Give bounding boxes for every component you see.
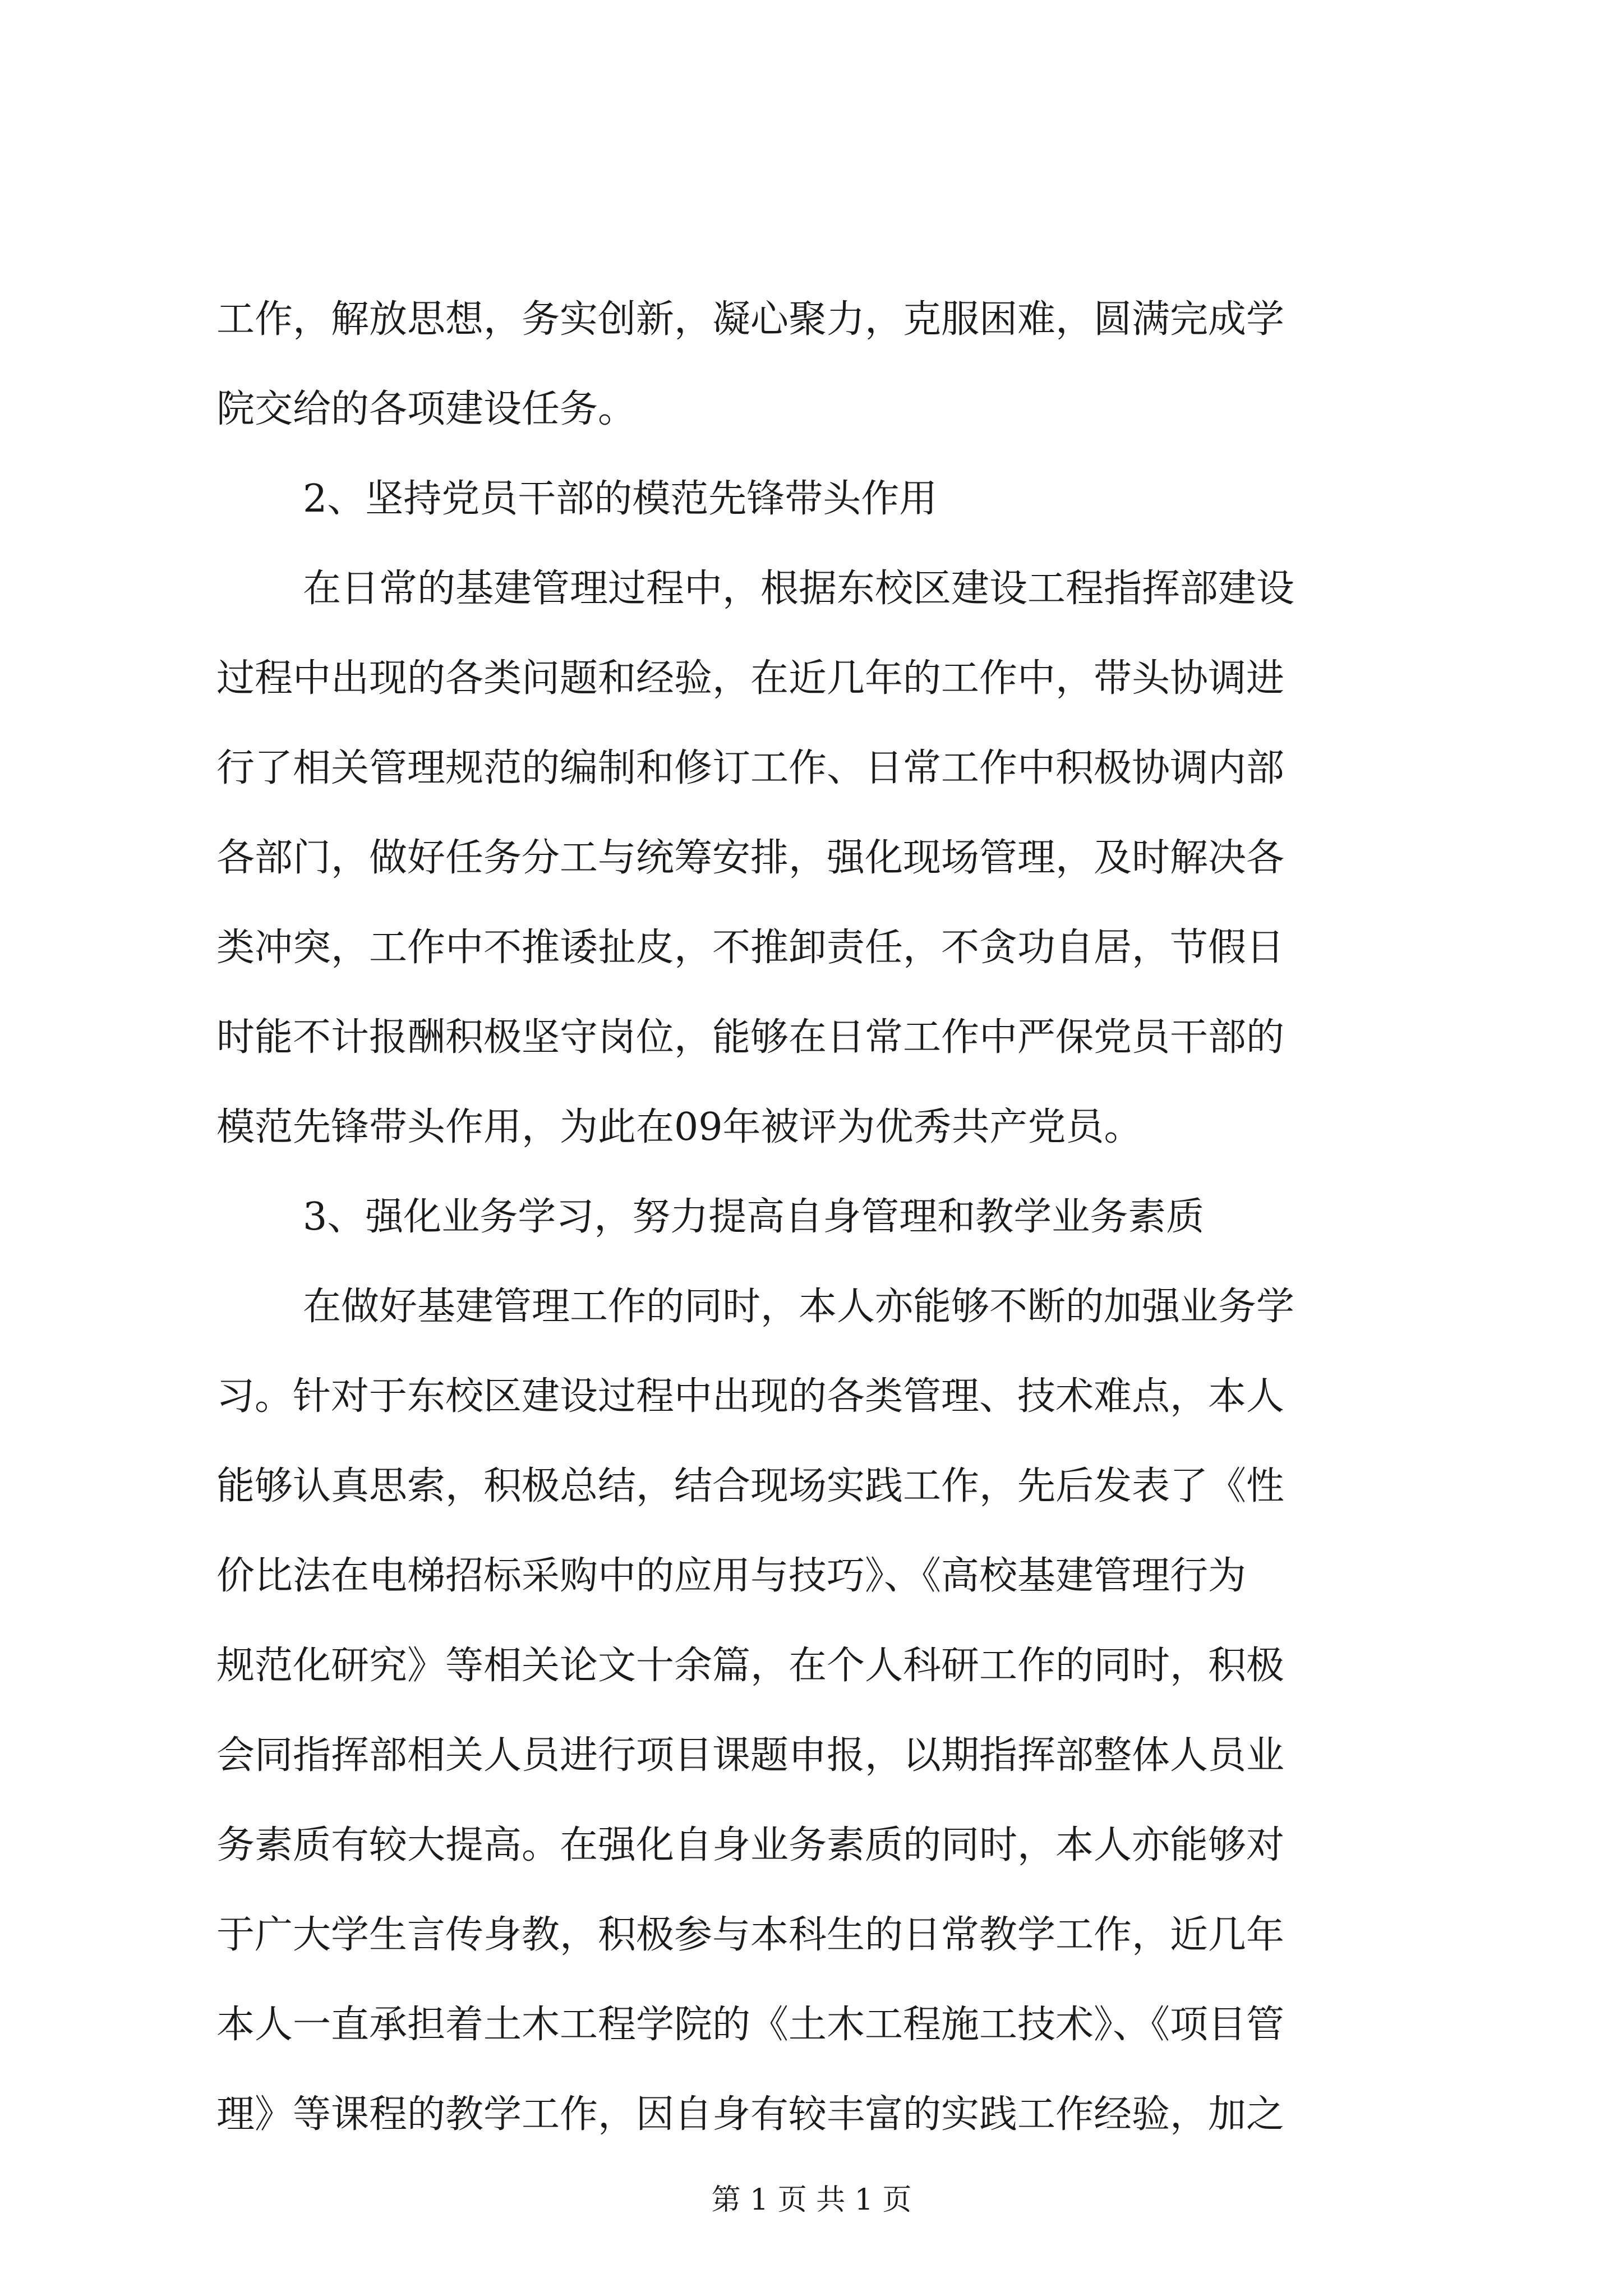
text-line-4: 在日常的基建管理过程中，根据东校区建设工程指挥部建设 (303, 567, 1295, 611)
text-line-2: 院交给的各项建设任务。 (216, 387, 637, 431)
text-line-19: 于广大学生言传身教，积极参与本科生的日常教学工作，近几年 (216, 1913, 1285, 1957)
text-line-9: 时能不计报酬积极坚守岗位，能够在日常工作中严保党员干部的 (216, 1015, 1285, 1060)
text-line-5: 过程中出现的各类问题和经验，在近几年的工作中，带头协调进 (216, 656, 1285, 701)
text-line-1: 工作，解放思想，务实创新，凝心聚力，克服困难，圆满完成学 (216, 297, 1285, 342)
text-line-14: 能够认真思索，积极总结，结合现场实践工作，先后发表了《性 (216, 1464, 1285, 1508)
text-line-15: 价比法在电梯招标采购中的应用与技巧》、《高校基建管理行为 (216, 1554, 1247, 1598)
text-line-10: 模范先锋带头作用，为此在09年被评为优秀共产党员。 (216, 1105, 1142, 1149)
page-footer: 第 1 页 共 1 页 (711, 2183, 912, 2217)
text-line-8: 类冲突，工作中不推诿扯皮，不推卸责任，不贪功自居，节假日 (216, 926, 1285, 970)
text-line-16: 规范化研究》等相关论文十余篇，在个人科研工作的同时，积极 (216, 1644, 1285, 1688)
text-line-21: 理》等课程的教学工作，因自身有较丰富的实践工作经验，加之 (216, 2092, 1285, 2137)
text-line-18: 务素质有较大提高。在强化自身业务素质的同时，本人亦能够对 (216, 1823, 1285, 1867)
section-heading-3: 3、强化业务学习，努力提高自身管理和教学业务素质 (303, 1195, 1205, 1239)
text-line-13: 习。针对于东校区建设过程中出现的各类管理、技术难点，本人 (216, 1374, 1285, 1419)
text-line-17: 会同指挥部相关人员进行项目课题申报，以期指挥部整体人员业 (216, 1733, 1285, 1778)
section-heading-2: 2、坚持党员干部的模范先锋带头作用 (303, 477, 938, 521)
text-line-7: 各部门，做好任务分工与统筹安排，强化现场管理，及时解决各 (216, 836, 1285, 880)
text-line-6: 行了相关管理规范的编制和修订工作、日常工作中积极协调内部 (216, 746, 1285, 790)
text-line-20: 本人一直承担着土木工程学院的《土木工程施工技术》、《项目管 (216, 2003, 1285, 2047)
text-line-12: 在做好基建管理工作的同时，本人亦能够不断的加强业务学 (303, 1285, 1295, 1329)
